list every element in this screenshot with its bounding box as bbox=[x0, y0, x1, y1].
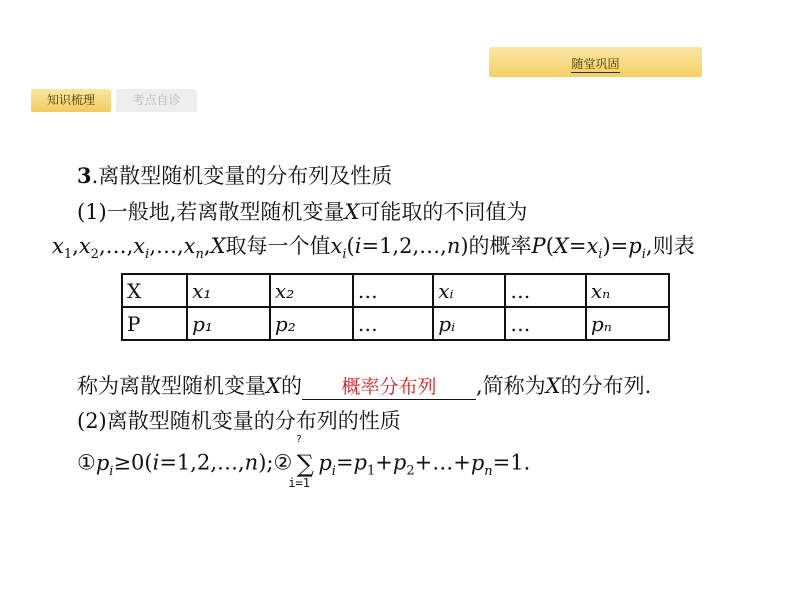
table-cell: xₙ bbox=[586, 274, 669, 307]
table-cell: … bbox=[353, 274, 434, 307]
para1-text-b: 可能取的不同值为 bbox=[359, 200, 528, 224]
table-cell: p₂ bbox=[270, 307, 353, 340]
sum-lower: i=1 bbox=[288, 476, 310, 490]
table-cell: X bbox=[122, 274, 187, 307]
answer-blank: 概率分布列 bbox=[302, 372, 476, 400]
property-formula: $①p_i\ge 0(i=1,2,\dots,n);②$ ∑ ? i=1 $p_i=p_1+p_2+\dots+p_n=1$. bbox=[77, 434, 531, 490]
formula-part: =1. bbox=[492, 450, 531, 475]
para3-text-c: ,简称为 bbox=[475, 374, 546, 398]
tab-selftest[interactable]: 考点自诊 bbox=[116, 89, 197, 112]
table-cell: pᵢ bbox=[433, 307, 505, 340]
section-heading bbox=[77, 160, 392, 190]
tab-knowledge[interactable]: 知识梳理 bbox=[31, 89, 111, 112]
paragraph-4: (2)离散型随机变量的分布列的性质 bbox=[77, 409, 401, 433]
paragraph-1 bbox=[77, 196, 527, 226]
paragraph-3: 称为离散型随机变量X的 概率分布列 ,简称为X的分布列. bbox=[77, 374, 652, 398]
paragraph-2: $x_1,x_2,\dots,x_i,\dots,x_n,X$取每一个值$x_i(i=1,2,\dots,n)$的概率$P(X=x_i)=p_i$,则表 bbox=[52, 234, 695, 263]
sum-upper: ? bbox=[296, 434, 302, 445]
formula-part: = bbox=[335, 450, 354, 475]
table-cell: pₙ bbox=[586, 307, 669, 340]
formula-part: +…+ bbox=[414, 450, 471, 475]
section-number: 3 bbox=[77, 163, 92, 188]
table-cell: x₂ bbox=[270, 274, 353, 307]
table-row bbox=[122, 274, 669, 307]
table-cell: … bbox=[505, 274, 586, 307]
para2-text-a: 取每一个值 bbox=[225, 234, 331, 258]
formula-part: =1,2,…, bbox=[159, 450, 245, 475]
para3-var: X bbox=[266, 374, 281, 398]
para1-var: X bbox=[344, 200, 360, 224]
tab-random-practice[interactable] bbox=[489, 47, 702, 77]
para2-text-b: 的概率 bbox=[468, 234, 532, 258]
para3-text-a: 称为离散型随机变量 bbox=[77, 374, 266, 398]
section-title: .离散型随机变量的分布列及性质 bbox=[91, 164, 393, 188]
formula-part: ≥0( bbox=[113, 450, 153, 475]
para3-text-d: 的分布列. bbox=[560, 374, 652, 398]
tab-random-practice-label: 随堂巩固 bbox=[571, 57, 620, 71]
table-cell: xᵢ bbox=[433, 274, 505, 307]
formula-part: + bbox=[375, 450, 393, 475]
para2-text-c: ,则表 bbox=[645, 234, 695, 258]
table-cell: x₁ bbox=[187, 274, 270, 307]
sum-symbol: ∑ ? i=1 bbox=[288, 434, 314, 490]
table-cell: p₁ bbox=[187, 307, 270, 340]
table-cell: … bbox=[353, 307, 434, 340]
distribution-table bbox=[121, 273, 670, 341]
table-row bbox=[122, 307, 669, 340]
table-cell: … bbox=[505, 307, 586, 340]
formula-part: );② bbox=[258, 450, 293, 475]
para3-text-b: 的 bbox=[280, 374, 302, 398]
table-cell: P bbox=[122, 307, 187, 340]
para1-text-a: (1)一般地,若离散型随机变量 bbox=[77, 200, 345, 224]
